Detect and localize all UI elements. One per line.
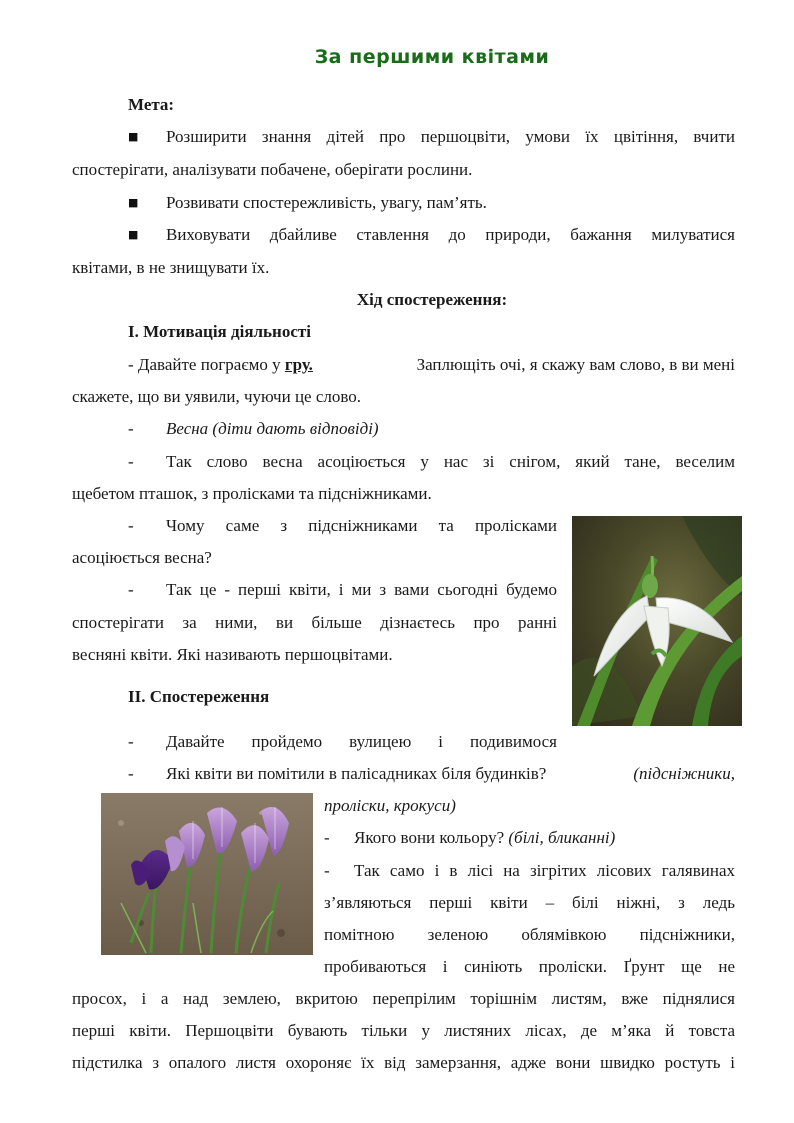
dash-marker: - bbox=[324, 861, 330, 880]
goal-2-line-1: Розвивати спостережливість, увагу, пам’ять. bbox=[166, 193, 487, 212]
which-question: Які квіти ви помітили в палісадниках біля будинків? bbox=[166, 764, 547, 783]
dash-marker: - bbox=[128, 516, 134, 535]
section-2-heading: ІІ. Спостереження bbox=[128, 687, 270, 706]
snowdrop-image bbox=[572, 516, 742, 726]
forest-line-2: з’являються перші квіти – білі ніжні, з ледь bbox=[324, 893, 735, 912]
why-line-1: Чому саме з підсніжниками та пролісками bbox=[166, 516, 557, 535]
game-line-1 bbox=[128, 355, 735, 375]
which-answer-part-2: проліски, крокуси) bbox=[324, 796, 456, 815]
goal-1-line-1: Розширити знання дітей про першоцвіти, умови їх цвітіння, вчити bbox=[166, 127, 735, 146]
walk-line: Давайте пройдемо вулицею і подивимося bbox=[166, 732, 557, 751]
which-answer-part-1: (підсніжники, bbox=[633, 764, 735, 783]
dash-marker: - bbox=[128, 580, 134, 599]
game-link[interactable]: гру. bbox=[284, 355, 313, 374]
color-answer: (білі, бликанні) bbox=[508, 828, 616, 847]
forest-line-3: помітною зеленою облямівкою підсніжники, bbox=[324, 925, 735, 944]
why-line-2: асоціюється весна? bbox=[72, 548, 212, 567]
goal-3-line-2: квітами, в не знищувати їх. bbox=[72, 258, 270, 277]
color-question: Якого вони кольору? bbox=[354, 828, 509, 847]
dash-marker: - bbox=[128, 419, 134, 438]
bullet-icon: ■ bbox=[128, 130, 139, 143]
goal-3-line-1: Виховувати дбайливе ставлення до природи, бажання милуватися bbox=[166, 225, 735, 244]
color-line bbox=[354, 828, 615, 848]
game-line-2: скажете, що ви уявили, чуючи це слово. bbox=[72, 387, 362, 406]
game-pre: - Давайте пограємо у bbox=[128, 355, 285, 374]
dash-marker: - bbox=[128, 764, 134, 783]
bullet-icon: ■ bbox=[128, 228, 139, 241]
crocus-image bbox=[101, 793, 313, 955]
forest-line-4: пробиваються і синіють проліски. Ґрунт ще не bbox=[324, 957, 735, 976]
forest-line-1: Так само і в лісі на зігрітих лісових галявинах bbox=[354, 861, 735, 880]
forest-line-6: перші квіти. Першоцвіти бувають тільки у листяних лісах, де м’яка й товста bbox=[72, 1021, 735, 1040]
page-title: За першими квітами bbox=[314, 46, 550, 68]
forest-line-7: підстилка з опалого листя охороняє їх від замерзання, адже вони швидко ростуть і bbox=[72, 1053, 735, 1072]
dash-marker: - bbox=[128, 452, 134, 471]
bullet-icon: ■ bbox=[128, 196, 139, 209]
forest-line-5: просох, і а над землею, вкритою перепрілим торішнім листям, вже піднялися bbox=[72, 989, 735, 1008]
snow-line-1: Так слово весна асоціюється у нас зі снігом, який тане, веселим bbox=[166, 452, 735, 471]
first-line-1: Так це - перші квіти, і ми з вами сьогодні будемо bbox=[166, 580, 557, 599]
game-post: Заплющіть очі, я скажу вам слово, в ви мені bbox=[416, 355, 735, 374]
course-heading: Хід спостереження: bbox=[356, 290, 508, 309]
first-line-2: спостерігати за ними, ви більше дізнаєтесь про ранні bbox=[72, 613, 557, 632]
game-line-1-left bbox=[128, 355, 313, 375]
goal-1-line-2: спостерігати, аналізувати побачене, оберігати рослини. bbox=[72, 160, 473, 179]
which-line-1 bbox=[166, 764, 735, 784]
spring-answer: Весна (діти дають відповіді) bbox=[166, 419, 379, 438]
first-line-3: весняні квіти. Які називають першоцвітами. bbox=[72, 645, 393, 664]
snow-line-2: щебетом пташок, з пролісками та підсніжниками. bbox=[72, 484, 432, 503]
dash-marker: - bbox=[324, 828, 330, 847]
section-1-heading: І. Мотивація діяльності bbox=[128, 322, 311, 341]
dash-marker: - bbox=[128, 732, 134, 751]
goal-heading: Мета: bbox=[128, 95, 175, 114]
